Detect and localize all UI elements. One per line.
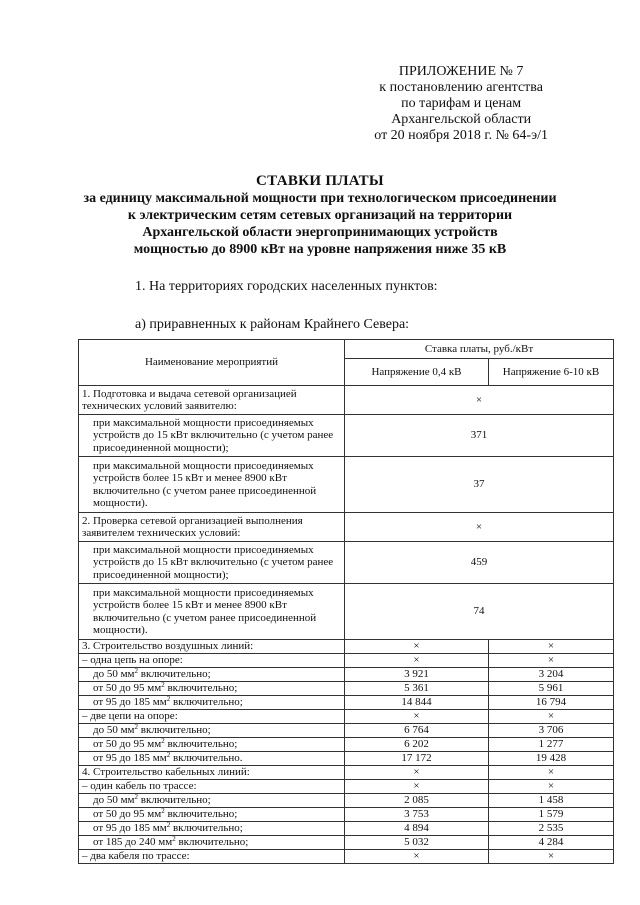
row-value-04: × [345,766,489,780]
row-label: при максимальной мощности присоединяемых устройств до 15 кВт включительно (с учетом ранее присоединенной мощности); [79,542,345,584]
appendix-number: ПРИЛОЖЕНИЕ № 7 [398,64,524,79]
table-row [79,752,614,766]
row-value-04: × [345,780,489,794]
row-value-610: × [489,850,614,864]
rates-table [78,339,614,864]
table-row [79,808,614,822]
title-main: СТАВКИ ПЛАТЫ [256,173,384,189]
row-label: от 50 до 95 $мм^2$ включительно; [79,682,345,696]
row-value-610: 3 204 [489,668,614,682]
row-value-610: × [489,710,614,724]
row-label: от 50 до 95 $мм^2$ включительно; [79,808,345,822]
column-header-rate: Ставка платы, руб./кВт [345,340,614,359]
row-label: при максимальной мощности присоединяемых устройств более 15 кВт и менее 8900 кВт включительно (с учетом ранее присоединенной мощности). [79,457,345,513]
table-row [79,710,614,724]
table-row [79,542,614,584]
row-value-04: 3 921 [345,668,489,682]
table-header-row [79,340,614,359]
table-row [79,584,614,640]
section-heading: 1. На территориях городских населенных пунктов: [135,279,438,294]
table-row [79,415,614,457]
title-line: к электрическим сетям сетевых организаций на территории [127,208,513,223]
appendix-ref-line: к постановлению агентства [379,80,543,95]
row-label: 3. Строительство воздушных линий: [79,640,345,654]
row-value-04: 14 844 [345,696,489,710]
subsection-heading: а) приравненных к районам Крайнего Севера: [135,317,410,332]
row-label: 4. Строительство кабельных линий: [79,766,345,780]
table-row [79,780,614,794]
row-label: до 50 $мм^2$ включительно; [79,794,345,808]
table-row [79,386,614,415]
row-value-610: 1 579 [489,808,614,822]
row-label: 1. Подготовка и выдача сетевой организацией технических условий заявителю: [79,386,345,415]
table-row [79,850,614,864]
row-value: × [345,513,614,542]
table-row [79,836,614,850]
row-value-04: 6 202 [345,738,489,752]
row-value-04: 5 361 [345,682,489,696]
row-value-610: 1 458 [489,794,614,808]
row-value: 37 [345,457,614,513]
table-row [79,822,614,836]
row-label: до 50 $мм^2$ включительно; [79,668,345,682]
row-value-610: 3 706 [489,724,614,738]
table-row [79,724,614,738]
row-value-04: × [345,850,489,864]
row-value: 371 [345,415,614,457]
row-label: – один кабель по трассе: [79,780,345,794]
row-value: 74 [345,584,614,640]
column-header-name: Наименование мероприятий [79,340,345,386]
appendix-ref-line: Архангельской области [391,112,532,127]
row-value-610: × [489,780,614,794]
row-value-610: × [489,766,614,780]
table-row [79,457,614,513]
row-label: – одна цепь на опоре: [79,654,345,668]
appendix-date: от 20 ноября 2018 г. № 64-э/1 [374,128,548,143]
row-value-610: 1 277 [489,738,614,752]
title-line: мощностью до 8900 кВт на уровне напряжения ниже 35 кВ [133,242,507,257]
row-label: – два кабеля по трассе: [79,850,345,864]
table-row [79,794,614,808]
table-row [79,513,614,542]
row-value-610: × [489,654,614,668]
row-value: × [345,386,614,415]
row-value-610: 19 428 [489,752,614,766]
table-row [79,640,614,654]
row-value-610: 5 961 [489,682,614,696]
row-value-610: 4 284 [489,836,614,850]
row-label: при максимальной мощности присоединяемых устройств более 15 кВт и менее 8900 кВт включительно (с учетом ранее присоединенной мощности). [79,584,345,640]
row-value-04: 2 085 [345,794,489,808]
row-label: от 95 до 185 $мм^2$ включительно. [79,752,345,766]
row-value-04: 6 764 [345,724,489,738]
row-value-04: × [345,640,489,654]
row-value-04: 3 753 [345,808,489,822]
row-label: до 50 $мм^2$ включительно; [79,724,345,738]
row-value-04: × [345,710,489,724]
row-label: при максимальной мощности присоединяемых устройств до 15 кВт включительно (с учетом ранее присоединенной мощности); [79,415,345,457]
document-title [0,173,640,258]
row-value-04: 5 032 [345,836,489,850]
table-row [79,654,614,668]
row-label: от 50 до 95 $мм^2$ включительно; [79,738,345,752]
row-value-610: 2 535 [489,822,614,836]
row-label: от 95 до 185 $мм^2$ включительно; [79,822,345,836]
column-header-voltage-04: Напряжение 0,4 кВ [345,359,489,386]
table-row [79,668,614,682]
table-row [79,682,614,696]
row-value-04: × [345,654,489,668]
appendix-ref-line: по тарифам и ценам [401,96,522,111]
row-value-610: 16 794 [489,696,614,710]
row-value-610: × [489,640,614,654]
row-label: 2. Проверка сетевой организацией выполнения заявителем технических условий: [79,513,345,542]
row-value-04: 4 894 [345,822,489,836]
table-row [79,696,614,710]
row-value: 459 [345,542,614,584]
row-label: от 95 до 185 $мм^2$ включительно; [79,696,345,710]
row-label: от 185 до 240 $мм^2$ включительно; [79,836,345,850]
title-line: Архангельской области энергопринимающих устройств [142,225,498,240]
column-header-voltage-610: Напряжение 6-10 кВ [489,359,614,386]
table-row [79,738,614,752]
row-label: – две цепи на опоре: [79,710,345,724]
row-value-04: 17 172 [345,752,489,766]
title-line: за единицу максимальной мощности при технологическом присоединении [83,191,557,206]
table-row [79,766,614,780]
appendix-header [374,64,548,144]
